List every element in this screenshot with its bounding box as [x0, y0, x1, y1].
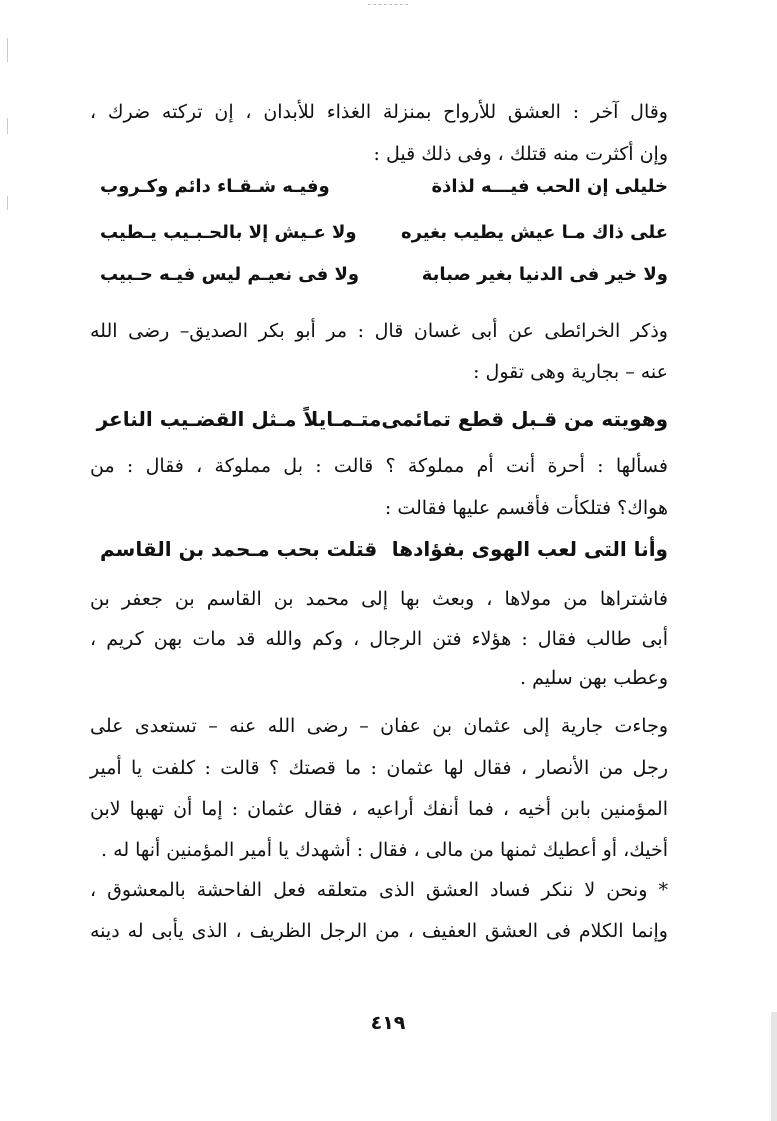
body-text-line: رجل من الأنصار ، فقال لها عثمان : ما قصتك ؟ قالت : كلفت يا أمير	[90, 757, 668, 779]
body-text-line: وقال آخر : العشق للأرواح بمنزلة الغذاء للأبدان ، إن تركته ضرك ،	[90, 101, 668, 123]
poem-verse	[100, 214, 668, 250]
poem-verse	[100, 256, 668, 292]
verse-second-hemistich: قتلت بحب مـحمد بن القاسم	[100, 537, 378, 561]
body-text-line: وجاءت جارية إلى عثمان بن عفان – رضى الله عنه – تستعدى على	[90, 715, 668, 737]
body-text-line: وعطب بهن سليم .	[519, 667, 668, 689]
poem-verse	[100, 531, 668, 567]
scan-edge-shadow	[771, 1012, 777, 1121]
body-text-line: المؤمنين بابن أخيه ، فما أنفك أراعيه ، فقال عثمان : إما أن تهبها لابن	[90, 798, 668, 820]
body-text-line: * ونحن لا ننكر فساد العشق الذى متعلقه فعل الفاحشة بالمعشوق ،	[90, 879, 668, 901]
verse-first-hemistich: ولا خير فى الدنيا بغير صبابة	[421, 263, 668, 285]
verse-second-hemistich: ولا عـيش إلا بالحـبـيب يـطيب	[100, 221, 357, 243]
body-text-line: عنه – بجارية وهى تقول :	[473, 361, 668, 383]
scan-margin-mark	[7, 38, 8, 62]
scan-margin-mark	[7, 118, 8, 134]
verse-second-hemistich: ولا فى نعيـم ليس فيـه حـبيب	[100, 263, 360, 285]
body-text-line: وذكر الخرائطى عن أبى غسان قال : مر أبو بكر الصديق– رضى الله	[90, 320, 668, 342]
scan-top-mark	[368, 4, 408, 5]
poem-verse	[100, 168, 668, 204]
scan-margin-mark	[7, 196, 8, 210]
body-text-line: أبى طالب فقال : هؤلاء فتن الرجال ، وكم والله قد مات بهن كريم ،	[90, 628, 668, 650]
verse-first-hemistich: خليلى إن الحب فيـــه لذاذة	[431, 175, 668, 197]
verse-first-hemistich: وأنا التى لعب الهوى بفؤادها	[391, 537, 668, 561]
body-text-line: فاشتراها من مولاها ، وبعث بها إلى محمد بن القاسم بن جعفر بن	[90, 588, 668, 610]
body-text-line: أخيك، أو أعطيك ثمنها من مالى ، فقال : أشهدك يا أمير المؤمنين أنها له .	[101, 839, 668, 861]
body-text-line: وإنما الكلام فى العشق العفيف ، من الرجل الظريف ، الذى يأبى له دينه	[90, 920, 668, 942]
verse-first-hemistich: على ذاك مـا عيش يطيب بغيره	[400, 221, 668, 243]
body-text-line: وإن أكثرت منه قتلك ، وفى ذلك قيل :	[373, 143, 668, 165]
body-text-line: فسألها : أحرة أنت أم مملوكة ؟ قالت : بل مملوكة ، فقال : من	[90, 455, 668, 477]
verse-second-hemistich: وفيـه شـقـاء دائم وكـروب	[100, 175, 330, 197]
poem-verse	[96, 401, 668, 437]
body-text-line: هواك؟ فتلكأت فأقسم عليها فقالت :	[384, 497, 668, 519]
verse-second-hemistich: متـمـايلاً مـثل القضـيب الناعر	[96, 407, 382, 431]
page-number: ٤١٩	[370, 1012, 406, 1034]
verse-first-hemistich: وهويته من قـبل قطع تمائمى	[381, 407, 668, 431]
